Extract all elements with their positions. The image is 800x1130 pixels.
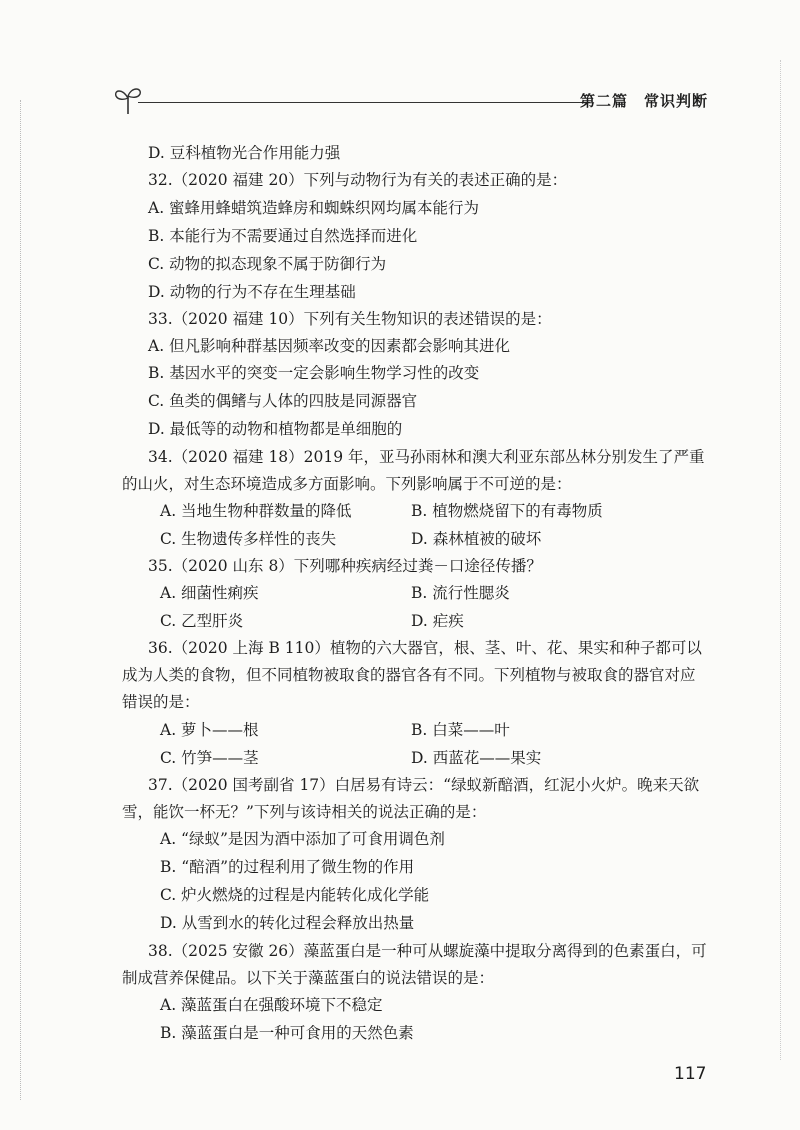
option-a: A. 但凡影响种群基因频率改变的因素都会影响其进化 <box>148 337 511 355</box>
option-a: A. 藻蓝蛋白在强酸环境下不稳定 <box>160 996 383 1014</box>
scan-edge-right <box>780 60 785 1060</box>
option-b: B. 本能行为不需要通过自然选择而进化 <box>148 227 418 245</box>
option-d: D. 疟疾 <box>411 612 464 630</box>
question-34-cont: 的山火，对生态环境造成多方面影响。下列影响属于不可逆的是： <box>122 475 572 493</box>
question-37-cont: 雪，能饮一杯无？”下列与该诗相关的说法正确的是： <box>122 803 487 821</box>
option-b: B. 植物燃烧留下的有毒物质 <box>411 502 603 520</box>
question-37: 37.（2020 国考副省 17）白居易有诗云：“绿蚁新醅酒，红泥小火炉。晚来天欲 <box>148 776 700 794</box>
question-33: 33.（2020 福建 10）下列有关生物知识的表述错误的是： <box>148 310 552 328</box>
question-38: 38.（2025 安徽 26）藻蓝蛋白是一种可从螺旋藻中提取分离得到的色素蛋白，可 <box>148 942 707 960</box>
option-b: B. 藻蓝蛋白是一种可食用的天然色素 <box>160 1024 414 1042</box>
option-d: D. 最低等的动物和植物都是单细胞的 <box>148 420 403 438</box>
option-a: A. 细菌性痢疾 <box>160 584 259 602</box>
option-b: B. 流行性腮炎 <box>411 584 510 602</box>
option-c: C. 鱼类的偶鳍与人体的四肢是同源器官 <box>148 392 418 410</box>
option-b: B. 基因水平的突变一定会影响生物学习性的改变 <box>148 364 480 382</box>
option-a: A. 当地生物种群数量的降低 <box>160 502 352 520</box>
question-36-cont: 成为人类的食物，但不同植物被取食的器官各有不同。下列植物与被取食的器官对应 <box>122 666 696 684</box>
question-38-cont: 制成营养保健品。以下关于藻蓝蛋白的说法错误的是： <box>122 969 495 987</box>
option-b: B. 白菜——叶 <box>411 721 510 739</box>
header-rule <box>138 102 590 103</box>
option-a: A. 萝卜——根 <box>160 721 259 739</box>
question-36-cont: 错误的是： <box>122 693 200 711</box>
chapter-title: 第二篇 常识判断 <box>579 92 708 110</box>
question-34: 34.（2020 福建 18）2019 年，亚马孙雨林和澳大利亚东部丛林分别发生了严重 <box>148 448 705 466</box>
option-c: C. 竹笋——茎 <box>160 749 259 767</box>
question-35: 35.（2020 山东 8）下列哪种疾病经过粪－口途径传播？ <box>148 557 542 575</box>
sprout-icon <box>108 84 148 116</box>
option-d: D. 西蓝花——果实 <box>411 749 542 767</box>
question-36: 36.（2020 上海 B 110）植物的六大器官，根、茎、叶、花、果实和种子都可以 <box>148 639 702 657</box>
option-c: C. 生物遗传多样性的丧失 <box>160 530 337 548</box>
option-d: D. 动物的行为不存在生理基础 <box>148 283 356 301</box>
option-d: D. 豆科植物光合作用能力强 <box>148 144 341 162</box>
option-a: A. 蜜蜂用蜂蜡筑造蜂房和蜘蛛织网均属本能行为 <box>148 199 480 217</box>
option-c: C. 动物的拟态现象不属于防御行为 <box>148 255 387 273</box>
scan-edge-left <box>20 100 25 1100</box>
option-a: A. “绿蚁”是因为酒中添加了可食用调色剂 <box>160 830 445 848</box>
option-c: C. 乙型肝炎 <box>160 612 244 630</box>
page-number: 117 <box>674 1064 707 1084</box>
question-32: 32.（2020 福建 20）下列与动物行为有关的表述正确的是： <box>148 171 568 189</box>
page-header <box>108 84 708 118</box>
option-d: D. 森林植被的破坏 <box>411 530 542 548</box>
option-c: C. 炉火燃烧的过程是内能转化成化学能 <box>160 886 430 904</box>
option-b: B. “醅酒”的过程利用了微生物的作用 <box>160 858 415 876</box>
option-d: D. 从雪到水的转化过程会释放出热量 <box>160 914 415 932</box>
